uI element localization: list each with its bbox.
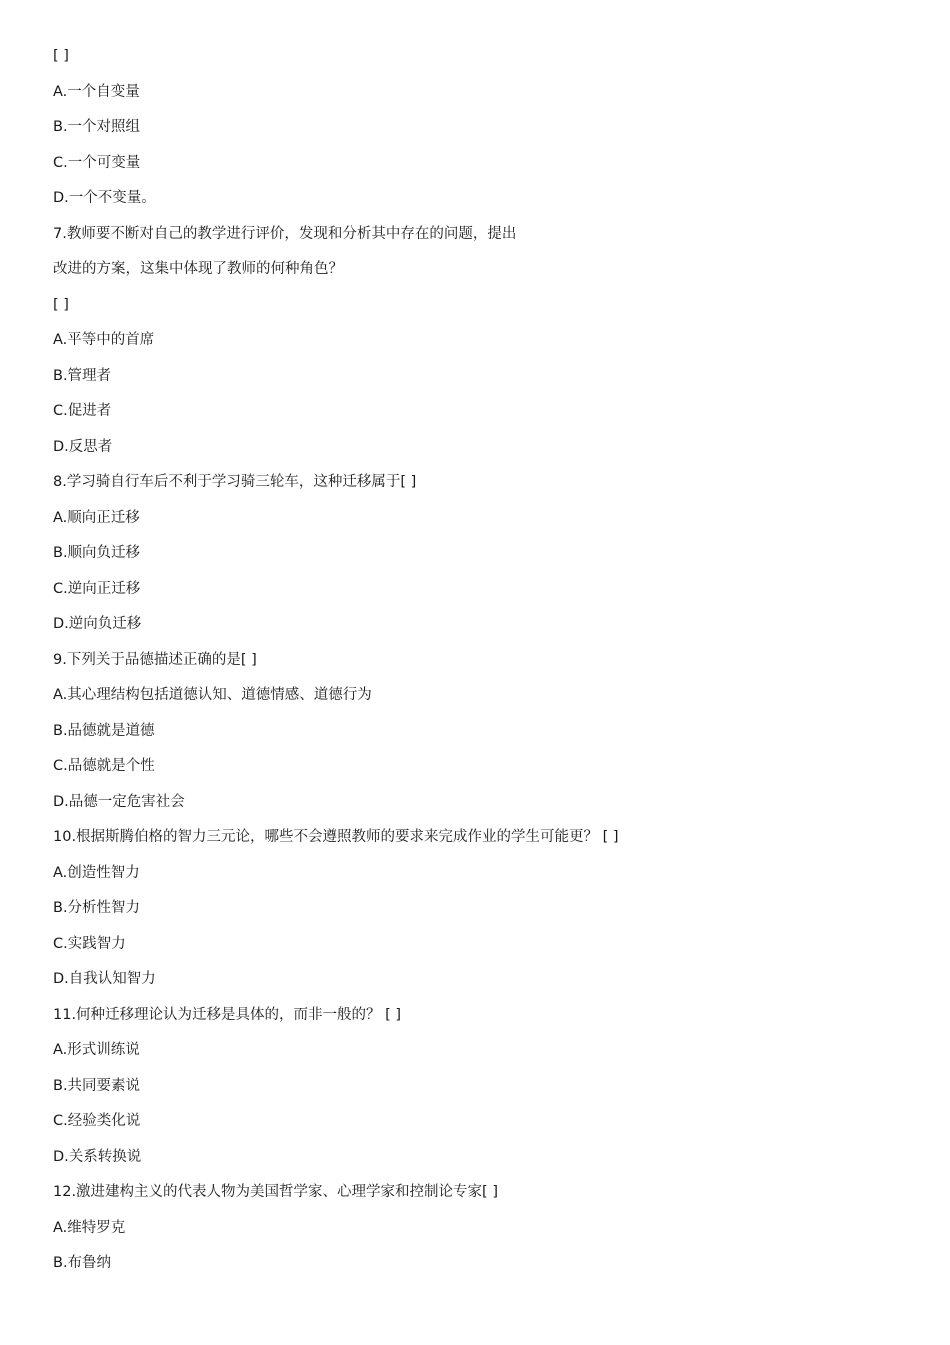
option-c: C.一个可变量 [53,154,141,171]
option-a: A.维特罗克 [53,1219,126,1236]
question-7: 7.教师要不断对自己的教学进行评价，发现和分析其中存在的问题，提出 [53,225,517,242]
option-b: B.顺向负迁移 [53,545,141,561]
option-d: D.关系转换说 [53,1148,142,1165]
question-10: 10.根据斯腾伯格的智力三元论，哪些不会遵照教师的要求来完成作业的学生可能更？ [ ] [53,829,619,845]
option-d: D.逆向负迁移 [53,616,142,632]
document-body [53,45,913,1288]
option-b: B.布鲁纳 [53,1255,112,1271]
option-c: C.品德就是个性 [53,758,155,774]
option-a: A.平等中的首席 [53,332,155,348]
option-d: D.品德一定危害社会 [53,793,185,810]
option-c: C.促进者 [53,403,112,419]
question-7-continued: 改进的方案，这集中体现了教师的何种角色？ [53,261,343,277]
option-a: A.创造性智力 [53,864,140,881]
question-11: 11.何种迁移理论认为迁移是具体的，而非一般的？ [ ] [53,1006,402,1023]
option-c: C.经验类化说 [53,1113,141,1129]
option-d: D.自我认知智力 [53,971,156,987]
option-d: D.反思者 [53,438,113,455]
option-b: B.分析性智力 [53,900,141,916]
question-8: 8.学习骑自行车后不利于学习骑三轮车，这种迁移属于[ ] [53,474,417,490]
option-b: B.管理者 [53,367,112,384]
option-b: B.品德就是道德 [53,722,155,739]
option-b: B.共同要素说 [53,1077,141,1094]
answer-bracket: [ ] [53,296,69,313]
option-a: A.顺向正迁移 [53,509,140,526]
option-d: D.一个不变量。 [53,190,156,206]
option-b: B.一个对照组 [53,119,141,135]
question-9: 9.下列关于品德描述正确的是[ ] [53,651,257,668]
answer-bracket: [ ] [53,48,69,64]
option-c: C.逆向正迁移 [53,580,141,597]
option-c: C.实践智力 [53,935,126,952]
option-a: A.其心理结构包括道德认知、道德情感、道德行为 [53,687,372,703]
question-12: 12.激进建构主义的代表人物为美国哲学家、心理学家和控制论专家[ ] [53,1184,498,1200]
option-a: A.形式训练说 [53,1042,140,1058]
option-a: A.一个自变量 [53,83,140,100]
